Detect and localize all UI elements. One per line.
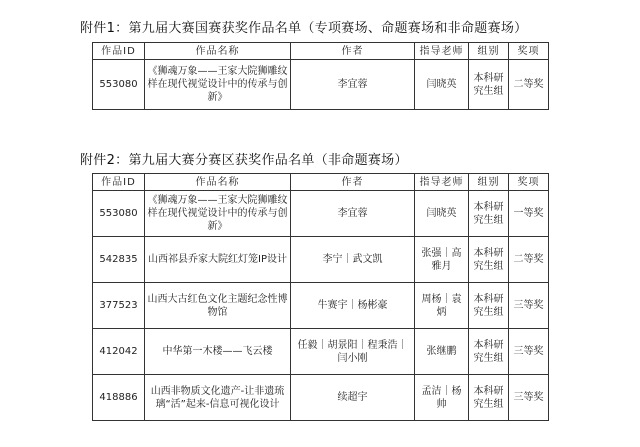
cell-author: 李宜蓉 — [291, 191, 415, 237]
header-group: 组别 — [469, 174, 509, 191]
cell-name: 山西大古红色文化主题纪念性博物馆 — [145, 283, 291, 329]
cell-award: 二等奖 — [509, 60, 549, 110]
cell-teacher: 闫晓英 — [415, 191, 469, 237]
cell-teacher: 周杨｜袁炳 — [415, 283, 469, 329]
cell-id: 377523 — [93, 283, 145, 329]
header-name: 作品名称 — [145, 43, 291, 60]
cell-name: 山西非物质文化遗产-让非遗琉璃“活”起来-信息可视化设计 — [145, 375, 291, 421]
table-row — [93, 283, 549, 329]
header-author: 作者 — [291, 174, 415, 191]
award-table-national — [92, 42, 549, 110]
cell-award: 三等奖 — [509, 283, 549, 329]
header-award: 奖项 — [509, 43, 549, 60]
table-header-row — [93, 174, 549, 191]
cell-teacher: 闫晓英 — [415, 60, 469, 110]
header-teacher: 指导老师 — [415, 43, 469, 60]
table-row — [93, 237, 549, 283]
header-teacher: 指导老师 — [415, 174, 469, 191]
header-id: 作品ID — [93, 174, 145, 191]
cell-teacher: 孟洁｜杨帅 — [415, 375, 469, 421]
header-group: 组别 — [469, 43, 509, 60]
cell-author: 李宁｜武文凯 — [291, 237, 415, 283]
cell-name: 《狮魂万象——王家大院狮雕纹样在现代视觉设计中的传承与创新》 — [145, 191, 291, 237]
cell-name: 《狮魂万象——王家大院狮雕纹样在现代视觉设计中的传承与创新》 — [145, 60, 291, 110]
cell-award: 一等奖 — [509, 191, 549, 237]
cell-group: 本科研究生组 — [469, 60, 509, 110]
cell-id: 418886 — [93, 375, 145, 421]
cell-teacher: 张继鹏 — [415, 329, 469, 375]
header-author: 作者 — [291, 43, 415, 60]
cell-id: 553080 — [93, 191, 145, 237]
cell-award: 三等奖 — [509, 375, 549, 421]
cell-id: 553080 — [93, 60, 145, 110]
cell-author: 续超宇 — [291, 375, 415, 421]
cell-author: 任毅｜胡景阳｜程秉浩｜闫小刚 — [291, 329, 415, 375]
table-row — [93, 329, 549, 375]
cell-id: 542835 — [93, 237, 145, 283]
cell-group: 本科研究生组 — [469, 375, 509, 421]
cell-id: 412042 — [93, 329, 145, 375]
table-header-row — [93, 43, 549, 60]
table-row — [93, 375, 549, 421]
cell-award: 二等奖 — [509, 237, 549, 283]
cell-author: 李宜蓉 — [291, 60, 415, 110]
cell-author: 牛赛宇｜杨彬豪 — [291, 283, 415, 329]
cell-name: 山西祁县乔家大院红灯笼IP设计 — [145, 237, 291, 283]
cell-group: 本科研究生组 — [469, 329, 509, 375]
header-award: 奖项 — [509, 174, 549, 191]
header-name: 作品名称 — [145, 174, 291, 191]
section1-title: 附件1：第九届大赛国赛获奖作品名单（专项赛场、命题赛场和非命题赛场） — [80, 21, 528, 36]
table-row — [93, 60, 549, 110]
cell-group: 本科研究生组 — [469, 283, 509, 329]
award-table-regional — [92, 173, 549, 421]
cell-group: 本科研究生组 — [469, 191, 509, 237]
table-row — [93, 191, 549, 237]
section2-title: 附件2：第九届大赛分赛区获奖作品名单（非命题赛场） — [80, 153, 408, 168]
header-id: 作品ID — [93, 43, 145, 60]
cell-name: 中华第一木楼——飞云楼 — [145, 329, 291, 375]
cell-group: 本科研究生组 — [469, 237, 509, 283]
cell-award: 三等奖 — [509, 329, 549, 375]
cell-teacher: 张强｜高雅月 — [415, 237, 469, 283]
